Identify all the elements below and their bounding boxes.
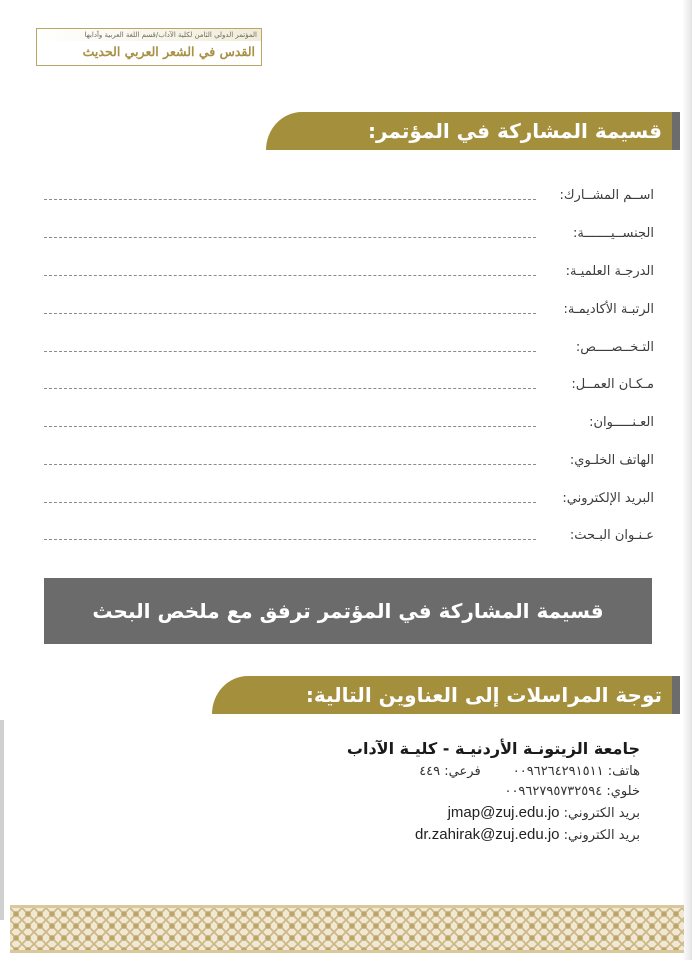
field-label: الجنســيـــــــة:: [572, 226, 654, 241]
abstract-note-bar: قسيمة المشاركة في المؤتمر ترفق مع ملخص البحث: [44, 578, 652, 644]
phone-line: [120, 762, 640, 782]
email-label: بريد الكتروني:: [563, 806, 640, 821]
field-label: مـكـان العمــل:: [571, 377, 654, 392]
participation-form-heading: [266, 112, 680, 150]
fill-in-line: [44, 388, 536, 389]
fill-in-line: [44, 237, 536, 238]
extension-number: ٤٤٩: [419, 764, 441, 779]
banner-tab: [672, 676, 680, 714]
form-field-mobile[interactable]: [44, 449, 654, 473]
fill-in-line: [44, 351, 536, 352]
field-label: الرتبـة الأكاديمـة:: [563, 302, 654, 317]
participation-form-heading-text: قسيمة المشاركة في المؤتمر:: [368, 119, 662, 143]
field-label: البريد الإلكتروني:: [562, 491, 654, 506]
field-label: الدرجـة العلميـة:: [565, 264, 654, 279]
form-field-nationality[interactable]: [44, 222, 654, 246]
email-link-2[interactable]: dr.zahirak@zuj.edu.jo: [415, 826, 560, 843]
correspondence-heading: [212, 676, 680, 714]
phone-label: هاتف:: [607, 764, 640, 779]
form-field-degree[interactable]: [44, 260, 654, 284]
form-field-participant-name[interactable]: [44, 184, 654, 208]
correspondence-heading-text: توجة المراسلات إلى العناوين التالية:: [305, 683, 662, 707]
fill-in-line: [44, 502, 536, 503]
form-field-research-title[interactable]: [44, 524, 654, 548]
mobile-number[interactable]: ٠٠٩٦٢٧٩٥٧٣٢٥٩٤: [504, 784, 603, 799]
banner-tab: [672, 112, 680, 150]
email-line-2: [120, 825, 640, 846]
form-field-workplace[interactable]: [44, 373, 654, 397]
phone-number[interactable]: ٠٠٩٦٢٦٤٢٩١٥١١: [512, 764, 604, 779]
conference-subtitle: المؤتمر الدولي الثامن لكلية الآداب/قسم اللغة العربية وآدابها: [37, 29, 261, 41]
field-label: العـنـــــوان:: [589, 415, 654, 430]
fill-in-line: [44, 539, 536, 540]
fill-in-line: [44, 313, 536, 314]
page-edge-shadow: [682, 0, 692, 960]
fill-in-line: [44, 426, 536, 427]
email-line-1: [120, 803, 640, 824]
fill-in-line: [44, 275, 536, 276]
field-label: اســم المشــارك:: [559, 188, 654, 203]
university-name: جامعة الزيتونـة الأردنيـة - كليـة الآداب: [346, 739, 640, 758]
form-field-specialization[interactable]: [44, 336, 654, 360]
conference-title: القدس في الشعر العربي الحديث: [82, 44, 255, 59]
form-field-email[interactable]: [44, 487, 654, 511]
mobile-label: خلوي:: [606, 784, 640, 799]
field-label: عـنـوان البـحث:: [569, 528, 654, 543]
mobile-line: [120, 782, 640, 802]
fill-in-line: [44, 464, 536, 465]
form-field-address[interactable]: [44, 411, 654, 435]
decorative-ornament-band: [10, 905, 684, 953]
field-label: الهاتف الخلـوي:: [569, 453, 654, 468]
page-left-edge: [0, 720, 4, 920]
fill-in-line: [44, 199, 536, 200]
email-link-1[interactable]: jmap@zuj.edu.jo: [447, 804, 560, 821]
form-field-academic-rank[interactable]: [44, 298, 654, 322]
field-label: التـخــصــــص:: [575, 340, 654, 355]
extension-label: فرعي:: [444, 764, 481, 779]
email-label: بريد الكتروني:: [563, 828, 640, 843]
conference-header-badge: [36, 28, 262, 66]
